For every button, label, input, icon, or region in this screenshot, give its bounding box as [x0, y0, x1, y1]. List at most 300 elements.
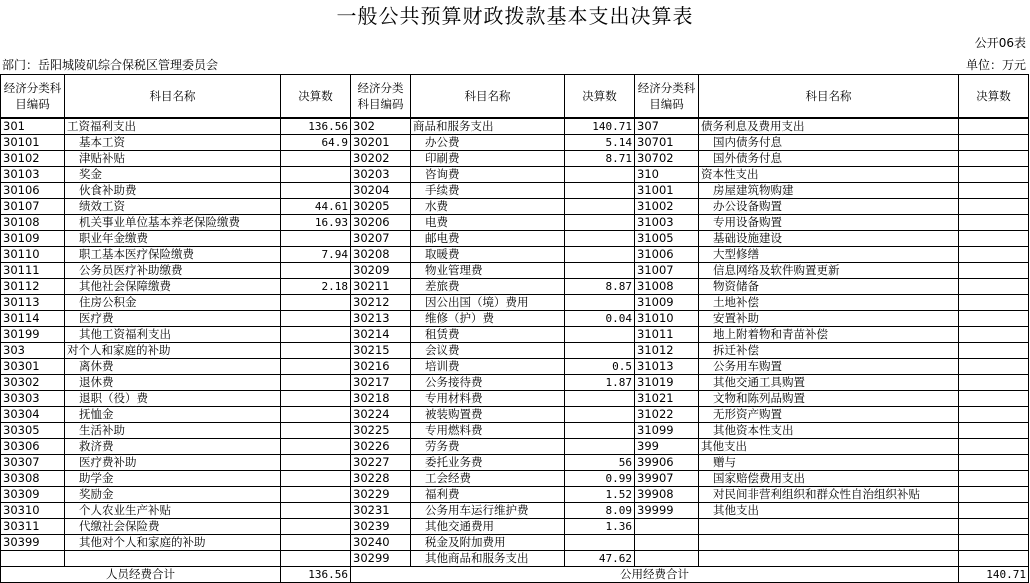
- header-amount-3: 决算数: [959, 75, 1029, 119]
- name-cell-1: 机关事业单位基本养老保险缴费: [65, 215, 281, 231]
- code-cell-1: 301: [1, 118, 65, 135]
- personnel-total-label: 人员经费合计: [1, 567, 281, 583]
- name-cell-1: 伙食补助费: [65, 183, 281, 199]
- code-cell-1: 30111: [1, 263, 65, 279]
- amount-cell-3: [959, 535, 1029, 551]
- name-cell-3: 其他支出: [699, 439, 959, 455]
- totals-row: [1, 567, 1029, 583]
- code-cell-1: 30305: [1, 423, 65, 439]
- name-cell-2: 电费: [411, 215, 565, 231]
- amount-cell-1: [281, 487, 351, 503]
- name-cell-3: [699, 551, 959, 567]
- name-cell-1: [65, 551, 281, 567]
- name-cell-1: 公务员医疗补助缴费: [65, 263, 281, 279]
- code-cell-2: 30205: [351, 199, 411, 215]
- table-row: [1, 503, 1029, 519]
- amount-cell-2: [565, 247, 635, 263]
- amount-cell-1: [281, 423, 351, 439]
- name-cell-1: 津贴补贴: [65, 151, 281, 167]
- code-cell-3: 31008: [635, 279, 699, 295]
- code-cell-2: 30228: [351, 471, 411, 487]
- name-cell-2: 其他交通费用: [411, 519, 565, 535]
- amount-cell-3: [959, 519, 1029, 535]
- name-cell-3: 房屋建筑物购建: [699, 183, 959, 199]
- code-cell-3: 31019: [635, 375, 699, 391]
- code-cell-3: 31005: [635, 231, 699, 247]
- name-cell-1: 对个人和家庭的补助: [65, 343, 281, 359]
- amount-cell-3: [959, 391, 1029, 407]
- amount-cell-2: 1.36: [565, 519, 635, 535]
- name-cell-1: 工资福利支出: [65, 118, 281, 135]
- name-cell-1: 抚恤金: [65, 407, 281, 423]
- code-cell-2: 30213: [351, 311, 411, 327]
- name-cell-3: [699, 535, 959, 551]
- amount-cell-2: 5.14: [565, 135, 635, 151]
- code-cell-1: 30113: [1, 295, 65, 311]
- name-cell-3: 无形资产购置: [699, 407, 959, 423]
- code-cell-2: 30209: [351, 263, 411, 279]
- name-cell-1: 离休费: [65, 359, 281, 375]
- amount-cell-1: [281, 327, 351, 343]
- amount-cell-2: 0.99: [565, 471, 635, 487]
- code-cell-3: 31009: [635, 295, 699, 311]
- code-cell-2: 30224: [351, 407, 411, 423]
- amount-cell-3: [959, 487, 1029, 503]
- code-cell-3: 310: [635, 167, 699, 183]
- code-cell-1: 303: [1, 343, 65, 359]
- code-cell-2: 30208: [351, 247, 411, 263]
- code-cell-2: 30229: [351, 487, 411, 503]
- amount-cell-3: [959, 263, 1029, 279]
- amount-cell-2: [565, 343, 635, 359]
- amount-cell-3: [959, 151, 1029, 167]
- name-cell-1: 奖金: [65, 167, 281, 183]
- name-cell-2: 被装购置费: [411, 407, 565, 423]
- name-cell-2: 会议费: [411, 343, 565, 359]
- code-cell-3: [635, 551, 699, 567]
- amount-cell-2: [565, 263, 635, 279]
- table-row: [1, 455, 1029, 471]
- amount-cell-1: [281, 455, 351, 471]
- code-cell-2: 30204: [351, 183, 411, 199]
- amount-cell-3: [959, 167, 1029, 183]
- amount-cell-1: 7.94: [281, 247, 351, 263]
- amount-cell-2: 56: [565, 455, 635, 471]
- table-row: [1, 231, 1029, 247]
- code-cell-3: 30701: [635, 135, 699, 151]
- name-cell-3: 公务用车购置: [699, 359, 959, 375]
- name-cell-1: 其他对个人和家庭的补助: [65, 535, 281, 551]
- code-cell-2: 30206: [351, 215, 411, 231]
- name-cell-3: [699, 519, 959, 535]
- name-cell-1: 生活补助: [65, 423, 281, 439]
- table-row: [1, 551, 1029, 567]
- amount-cell-3: [959, 199, 1029, 215]
- amount-cell-1: 44.61: [281, 199, 351, 215]
- amount-cell-1: [281, 167, 351, 183]
- code-cell-2: 30216: [351, 359, 411, 375]
- name-cell-3: 资本性支出: [699, 167, 959, 183]
- amount-cell-1: [281, 519, 351, 535]
- amount-cell-3: [959, 231, 1029, 247]
- amount-cell-3: [959, 247, 1029, 263]
- code-cell-1: 30309: [1, 487, 65, 503]
- table-row: [1, 327, 1029, 343]
- amount-cell-1: [281, 471, 351, 487]
- name-cell-3: 信息网络及软件购置更新: [699, 263, 959, 279]
- amount-cell-1: [281, 151, 351, 167]
- code-cell-3: 31002: [635, 199, 699, 215]
- code-cell-2: 30218: [351, 391, 411, 407]
- amount-cell-2: [565, 407, 635, 423]
- amount-cell-2: 8.09: [565, 503, 635, 519]
- name-cell-1: 其他工资福利支出: [65, 327, 281, 343]
- department-label: 部门：岳阳城陵矶综合保税区管理委员会: [2, 58, 219, 72]
- name-cell-3: 其他支出: [699, 503, 959, 519]
- table-row: [1, 359, 1029, 375]
- code-cell-2: 30211: [351, 279, 411, 295]
- name-cell-2: 福利费: [411, 487, 565, 503]
- name-cell-3: 文物和陈列品购置: [699, 391, 959, 407]
- code-cell-3: 31022: [635, 407, 699, 423]
- name-cell-2: 办公费: [411, 135, 565, 151]
- name-cell-3: 地上附着物和青苗补偿: [699, 327, 959, 343]
- amount-cell-3: [959, 551, 1029, 567]
- code-cell-1: 30108: [1, 215, 65, 231]
- amount-cell-2: [565, 231, 635, 247]
- name-cell-2: 因公出国（境）费用: [411, 295, 565, 311]
- amount-cell-2: [565, 391, 635, 407]
- amount-cell-3: [959, 503, 1029, 519]
- name-cell-1: 救济费: [65, 439, 281, 455]
- name-cell-3: 拆迁补偿: [699, 343, 959, 359]
- code-cell-1: 30110: [1, 247, 65, 263]
- code-cell-1: [1, 551, 65, 567]
- code-cell-3: 39906: [635, 455, 699, 471]
- name-cell-2: 专用材料费: [411, 391, 565, 407]
- public-total-label: 公用经费合计: [351, 567, 959, 583]
- name-cell-1: 医疗费: [65, 311, 281, 327]
- code-cell-1: 30301: [1, 359, 65, 375]
- amount-cell-1: [281, 263, 351, 279]
- amount-cell-1: 16.93: [281, 215, 351, 231]
- name-cell-3: 国内债务付息: [699, 135, 959, 151]
- code-cell-2: 30201: [351, 135, 411, 151]
- expenditure-table: [0, 74, 1029, 583]
- name-cell-2: 租赁费: [411, 327, 565, 343]
- code-cell-3: 307: [635, 118, 699, 135]
- amount-cell-3: [959, 295, 1029, 311]
- amount-cell-1: 64.9: [281, 135, 351, 151]
- name-cell-1: 基本工资: [65, 135, 281, 151]
- code-cell-3: 39999: [635, 503, 699, 519]
- code-cell-3: 31006: [635, 247, 699, 263]
- name-cell-2: 咨询费: [411, 167, 565, 183]
- table-row: [1, 199, 1029, 215]
- code-cell-3: 30702: [635, 151, 699, 167]
- amount-cell-3: [959, 343, 1029, 359]
- code-cell-2: 30207: [351, 231, 411, 247]
- amount-cell-2: [565, 215, 635, 231]
- code-cell-1: 30112: [1, 279, 65, 295]
- name-cell-2: 税金及附加费用: [411, 535, 565, 551]
- amount-cell-3: [959, 423, 1029, 439]
- name-cell-1: 医疗费补助: [65, 455, 281, 471]
- amount-cell-3: [959, 118, 1029, 135]
- code-cell-3: 31007: [635, 263, 699, 279]
- name-cell-3: 物资储备: [699, 279, 959, 295]
- name-cell-3: 对民间非营利组织和群众性自治组织补贴: [699, 487, 959, 503]
- amount-cell-2: 1.52: [565, 487, 635, 503]
- amount-cell-2: 8.87: [565, 279, 635, 295]
- name-cell-1: 其他社会保障缴费: [65, 279, 281, 295]
- name-cell-2: 公务接待费: [411, 375, 565, 391]
- code-cell-3: [635, 519, 699, 535]
- code-cell-1: 30101: [1, 135, 65, 151]
- code-cell-2: 30202: [351, 151, 411, 167]
- name-cell-3: 国家赔偿费用支出: [699, 471, 959, 487]
- amount-cell-3: [959, 311, 1029, 327]
- name-cell-2: 手续费: [411, 183, 565, 199]
- name-cell-3: 专用设备购置: [699, 215, 959, 231]
- code-cell-2: 30225: [351, 423, 411, 439]
- code-cell-3: 39908: [635, 487, 699, 503]
- amount-cell-3: [959, 183, 1029, 199]
- name-cell-3: 土地补偿: [699, 295, 959, 311]
- name-cell-3: 基础设施建设: [699, 231, 959, 247]
- name-cell-2: 其他商品和服务支出: [411, 551, 565, 567]
- amount-cell-3: [959, 327, 1029, 343]
- code-cell-2: 30212: [351, 295, 411, 311]
- code-cell-2: 30231: [351, 503, 411, 519]
- name-cell-2: 邮电费: [411, 231, 565, 247]
- table-row: [1, 519, 1029, 535]
- name-cell-1: 个人农业生产补贴: [65, 503, 281, 519]
- table-row: [1, 407, 1029, 423]
- name-cell-2: 商品和服务支出: [411, 118, 565, 135]
- amount-cell-3: [959, 439, 1029, 455]
- amount-cell-1: [281, 231, 351, 247]
- name-cell-2: 委托业务费: [411, 455, 565, 471]
- code-cell-1: 30306: [1, 439, 65, 455]
- code-cell-1: 30109: [1, 231, 65, 247]
- amount-cell-2: [565, 183, 635, 199]
- name-cell-2: 差旅费: [411, 279, 565, 295]
- code-cell-2: 30227: [351, 455, 411, 471]
- name-cell-2: 物业管理费: [411, 263, 565, 279]
- code-cell-1: 30310: [1, 503, 65, 519]
- code-cell-1: 30199: [1, 327, 65, 343]
- name-cell-2: 专用燃料费: [411, 423, 565, 439]
- code-cell-1: 30103: [1, 167, 65, 183]
- header-code-2: 经济分类科目编码: [351, 75, 411, 119]
- code-cell-1: 30302: [1, 375, 65, 391]
- unit-label: 单位：万元: [965, 58, 1026, 72]
- code-cell-3: 31099: [635, 423, 699, 439]
- amount-cell-3: [959, 407, 1029, 423]
- code-cell-1: 30304: [1, 407, 65, 423]
- amount-cell-2: 140.71: [565, 118, 635, 135]
- report-title: 一般公共预算财政拨款基本支出决算表: [336, 4, 694, 28]
- name-cell-3: 债务利息及费用支出: [699, 118, 959, 135]
- name-cell-3: 安置补助: [699, 311, 959, 327]
- name-cell-1: 助学金: [65, 471, 281, 487]
- code-cell-3: 39907: [635, 471, 699, 487]
- code-cell-3: 31003: [635, 215, 699, 231]
- amount-cell-2: [565, 167, 635, 183]
- code-cell-1: 30399: [1, 535, 65, 551]
- table-row: [1, 263, 1029, 279]
- code-cell-2: 30240: [351, 535, 411, 551]
- table-row: [1, 247, 1029, 263]
- code-cell-2: 30214: [351, 327, 411, 343]
- name-cell-1: 职业年金缴费: [65, 231, 281, 247]
- code-cell-1: 30311: [1, 519, 65, 535]
- amount-cell-1: 2.18: [281, 279, 351, 295]
- code-cell-3: 31010: [635, 311, 699, 327]
- code-cell-1: 30106: [1, 183, 65, 199]
- code-cell-1: 30107: [1, 199, 65, 215]
- code-cell-2: 30203: [351, 167, 411, 183]
- name-cell-1: 退休费: [65, 375, 281, 391]
- table-row: [1, 215, 1029, 231]
- table-row: [1, 439, 1029, 455]
- amount-cell-3: [959, 455, 1029, 471]
- code-cell-2: 30217: [351, 375, 411, 391]
- code-cell-2: 302: [351, 118, 411, 135]
- table-row: [1, 311, 1029, 327]
- header-code-1: 经济分类科目编码: [1, 75, 65, 119]
- code-cell-3: 31013: [635, 359, 699, 375]
- name-cell-3: 国外债务付息: [699, 151, 959, 167]
- amount-cell-3: [959, 375, 1029, 391]
- table-row: [1, 135, 1029, 151]
- table-row: [1, 423, 1029, 439]
- amount-cell-1: [281, 343, 351, 359]
- name-cell-3: 其他交通工具购置: [699, 375, 959, 391]
- amount-cell-2: [565, 535, 635, 551]
- table-row: [1, 391, 1029, 407]
- amount-cell-2: 8.71: [565, 151, 635, 167]
- amount-cell-1: 136.56: [281, 118, 351, 135]
- name-cell-2: 水费: [411, 199, 565, 215]
- name-cell-2: 印刷费: [411, 151, 565, 167]
- amount-cell-3: [959, 135, 1029, 151]
- table-row: [1, 118, 1029, 135]
- name-cell-3: 赠与: [699, 455, 959, 471]
- code-cell-3: 31001: [635, 183, 699, 199]
- name-cell-2: 工会经费: [411, 471, 565, 487]
- public-total-amount: 140.71: [959, 567, 1029, 583]
- amount-cell-2: 0.5: [565, 359, 635, 375]
- name-cell-2: 培训费: [411, 359, 565, 375]
- amount-cell-1: [281, 391, 351, 407]
- name-cell-1: 奖励金: [65, 487, 281, 503]
- table-row: [1, 295, 1029, 311]
- code-cell-1: 30114: [1, 311, 65, 327]
- table-row: [1, 183, 1029, 199]
- name-cell-2: 劳务费: [411, 439, 565, 455]
- code-cell-3: [635, 535, 699, 551]
- header-name-1: 科目名称: [65, 75, 281, 119]
- amount-cell-3: [959, 471, 1029, 487]
- amount-cell-1: [281, 183, 351, 199]
- amount-cell-1: [281, 359, 351, 375]
- table-row: [1, 487, 1029, 503]
- table-row: [1, 471, 1029, 487]
- name-cell-1: 退职（役）费: [65, 391, 281, 407]
- amount-cell-1: [281, 503, 351, 519]
- amount-cell-2: [565, 439, 635, 455]
- name-cell-3: 办公设备购置: [699, 199, 959, 215]
- code-cell-1: 30307: [1, 455, 65, 471]
- name-cell-2: 维修（护）费: [411, 311, 565, 327]
- amount-cell-1: [281, 375, 351, 391]
- name-cell-1: 职工基本医疗保险缴费: [65, 247, 281, 263]
- table-row: [1, 375, 1029, 391]
- table-row: [1, 279, 1029, 295]
- amount-cell-1: [281, 439, 351, 455]
- amount-cell-1: [281, 535, 351, 551]
- amount-cell-1: [281, 551, 351, 567]
- table-row: [1, 343, 1029, 359]
- amount-cell-2: 47.62: [565, 551, 635, 567]
- code-cell-2: 30226: [351, 439, 411, 455]
- amount-cell-2: [565, 199, 635, 215]
- amount-cell-1: [281, 407, 351, 423]
- name-cell-2: 取暖费: [411, 247, 565, 263]
- code-cell-3: 399: [635, 439, 699, 455]
- name-cell-1: 住房公积金: [65, 295, 281, 311]
- header-row: [1, 75, 1029, 119]
- code-cell-1: 30308: [1, 471, 65, 487]
- code-cell-2: 30299: [351, 551, 411, 567]
- amount-cell-3: [959, 279, 1029, 295]
- amount-cell-2: [565, 327, 635, 343]
- name-cell-3: 其他资本性支出: [699, 423, 959, 439]
- name-cell-1: 代缴社会保险费: [65, 519, 281, 535]
- personnel-total-amount: 136.56: [281, 567, 351, 583]
- amount-cell-1: [281, 311, 351, 327]
- code-cell-2: 30215: [351, 343, 411, 359]
- header-name-2: 科目名称: [411, 75, 565, 119]
- table-row: [1, 535, 1029, 551]
- amount-cell-2: 0.04: [565, 311, 635, 327]
- code-cell-3: 31021: [635, 391, 699, 407]
- header-code-3: 经济分类科目编码: [635, 75, 699, 119]
- code-cell-1: 30102: [1, 151, 65, 167]
- code-cell-1: 30303: [1, 391, 65, 407]
- name-cell-2: 公务用车运行维护费: [411, 503, 565, 519]
- amount-cell-3: [959, 215, 1029, 231]
- table-row: [1, 167, 1029, 183]
- amount-cell-1: [281, 295, 351, 311]
- header-name-3: 科目名称: [699, 75, 959, 119]
- amount-cell-3: [959, 359, 1029, 375]
- table-row: [1, 151, 1029, 167]
- name-cell-1: 绩效工资: [65, 199, 281, 215]
- header-amount-1: 决算数: [281, 75, 351, 119]
- code-cell-3: 31011: [635, 327, 699, 343]
- table-body: [1, 118, 1029, 567]
- header-amount-2: 决算数: [565, 75, 635, 119]
- code-cell-2: 30239: [351, 519, 411, 535]
- name-cell-3: 大型修缮: [699, 247, 959, 263]
- code-cell-3: 31012: [635, 343, 699, 359]
- amount-cell-2: [565, 423, 635, 439]
- amount-cell-2: 1.87: [565, 375, 635, 391]
- amount-cell-2: [565, 295, 635, 311]
